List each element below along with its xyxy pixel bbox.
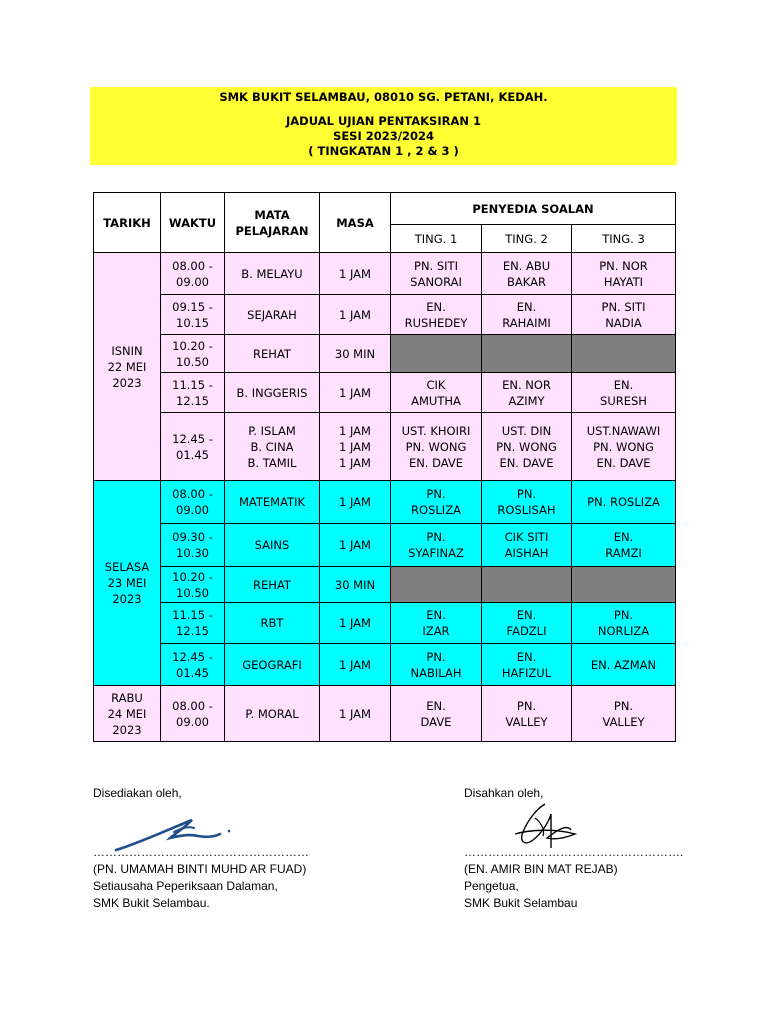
schedule-body <box>94 253 676 742</box>
header-ting-2: TING. 2 <box>482 225 572 253</box>
date-cell-line: 2023 <box>112 375 142 390</box>
break-cell-ting-3 <box>572 335 676 373</box>
break-cell-ting-1 <box>391 567 482 603</box>
setter-ting-3-cell-line: EN. <box>613 530 634 544</box>
table-row <box>94 644 676 686</box>
setter-ting-2-cell-line: RAHAIMI <box>502 315 551 330</box>
duration-cell-line: 30 MIN <box>334 577 376 592</box>
setter-ting-2-cell-line: EN. DAVE <box>499 455 554 470</box>
time-cell-line: 10.20 - <box>172 338 213 353</box>
duration-cell-line: 1 JAM <box>339 616 371 630</box>
setter-ting-3-cell <box>572 413 676 481</box>
date-cell-line: 23 MEI <box>107 576 147 590</box>
break-cell-ting-3 <box>572 567 676 603</box>
duration-cell <box>320 253 391 295</box>
setter-ting-1-cell-line: EN. <box>426 608 446 622</box>
time-cell <box>161 644 225 686</box>
setter-ting-1-cell-line: DAVE <box>420 714 452 729</box>
date-cell-line: 2023 <box>112 722 142 737</box>
header-penyedia-soalan: PENYEDIA SOALAN <box>391 193 676 225</box>
setter-ting-2-cell <box>482 524 572 567</box>
table-row <box>94 481 676 524</box>
header-ting-1: TING. 1 <box>391 225 482 253</box>
setter-ting-3-cell <box>572 253 676 295</box>
subject-cell-line: REHAT <box>253 346 291 361</box>
date-cell-line: 22 MEI <box>107 359 147 374</box>
setter-ting-1-cell-line: ROSLIZA <box>411 503 461 517</box>
duration-cell <box>320 567 391 603</box>
setter-ting-3-cell-line: PN. <box>613 608 634 622</box>
approved-by-label: Disahkan oleh, <box>464 786 544 800</box>
time-cell-line: 08.00 - <box>172 487 213 501</box>
duration-cell <box>320 644 391 686</box>
setter-ting-3-cell-line: VALLEY <box>602 714 645 729</box>
break-cell-ting-1 <box>391 335 482 373</box>
break-cell-ting-2 <box>482 335 572 373</box>
setter-ting-1-cell <box>391 603 482 644</box>
table-row <box>94 567 676 603</box>
setter-ting-2-cell <box>482 686 572 742</box>
subject-cell-line: B. CINA <box>250 439 294 454</box>
header-mata-line: MATA <box>254 207 290 222</box>
table-row <box>94 413 676 481</box>
setter-ting-2-cell <box>482 413 572 481</box>
date-cell-line: ISNIN <box>111 343 143 358</box>
prepared-by-block <box>93 785 182 802</box>
setter-ting-1-cell <box>391 481 482 524</box>
setter-ting-2-cell <box>482 373 572 413</box>
setter-ting-2-cell <box>482 295 572 335</box>
time-cell-line: 10.50 <box>176 585 209 600</box>
setter-ting-3-cell-line: PN. WONG <box>593 439 654 454</box>
table-row <box>94 295 676 335</box>
subject-cell-line: P. ISLAM <box>248 423 296 438</box>
date-cell-line: RABU <box>111 690 143 705</box>
date-cell-line: 2023 <box>112 592 142 606</box>
prepared-by-dots: ……………………………………………… <box>93 845 309 859</box>
setter-ting-2-cell-line: PN. <box>516 698 537 713</box>
time-cell-line: 09.00 <box>176 274 209 289</box>
setter-ting-2-cell-line: EN. ABU <box>502 258 551 273</box>
setter-ting-2-cell-line: BAKAR <box>507 274 546 289</box>
duration-cell-line: 1 JAM <box>339 439 371 454</box>
time-cell <box>161 524 225 567</box>
setter-ting-2-cell-line: VALLEY <box>505 714 548 729</box>
setter-ting-3-cell <box>572 603 676 644</box>
setter-ting-1-cell-line: PN. <box>426 530 446 544</box>
setter-ting-2-cell <box>482 644 572 686</box>
subject-cell-line: B. TAMIL <box>247 455 297 470</box>
setter-ting-1-cell-line: NABILAH <box>410 665 462 680</box>
setter-ting-1-cell-line: SYAFINAZ <box>408 546 464 560</box>
session-label: SESI 2023/2024 <box>333 129 434 143</box>
subject-cell-line: REHAT <box>253 577 291 592</box>
prepared-by-details <box>93 844 309 912</box>
header-masa: MASA <box>320 193 391 253</box>
setter-ting-1-cell-line: PN. <box>426 649 446 664</box>
subject-cell-line: SAINS <box>254 538 290 552</box>
exam-title: JADUAL UJIAN PENTAKSIRAN 1 <box>286 114 481 128</box>
setter-ting-2-cell-line: AZIMY <box>508 393 545 408</box>
time-cell-line: 01.45 <box>176 447 209 462</box>
setter-ting-2-cell-line: CIK SITI <box>504 530 549 544</box>
setter-ting-3-cell-line: EN. DAVE <box>596 455 651 470</box>
duration-cell <box>320 481 391 524</box>
setter-ting-1-cell <box>391 644 482 686</box>
setter-ting-3-cell-line: NADIA <box>605 315 642 330</box>
time-cell <box>161 481 225 524</box>
duration-cell-line: 1 JAM <box>339 307 371 322</box>
header-tarikh: TARIKH <box>94 193 161 253</box>
prepared-by-role: Setiausaha Peperiksaan Dalaman, <box>93 879 278 893</box>
time-cell-line: 09.00 <box>176 714 209 729</box>
setter-ting-3-cell-line: PN. <box>613 698 634 713</box>
subject-cell <box>225 524 320 567</box>
duration-cell <box>320 295 391 335</box>
setter-ting-2-cell <box>482 481 572 524</box>
time-cell-line: 12.45 - <box>172 649 213 664</box>
setter-ting-2-cell-line: FADZLI <box>506 624 547 638</box>
setter-ting-2-cell-line: EN. <box>516 649 537 664</box>
setter-ting-3-cell-line: PN. SITI <box>601 299 646 314</box>
time-cell-line: 09.30 - <box>172 530 213 544</box>
table-row <box>94 335 676 373</box>
setter-ting-1-cell <box>391 373 482 413</box>
subject-cell-line: B. INGGERIS <box>236 385 308 400</box>
setter-ting-2-cell <box>482 253 572 295</box>
time-cell <box>161 603 225 644</box>
subject-cell <box>225 567 320 603</box>
exam-schedule-table <box>93 192 676 742</box>
setter-ting-3-cell <box>572 481 676 524</box>
duration-cell <box>320 373 391 413</box>
approved-by-name: (EN. AMIR BIN MAT REJAB) <box>464 862 618 876</box>
setter-ting-1-cell-line: EN. <box>426 698 446 713</box>
prepared-by-label: Disediakan oleh, <box>93 786 182 800</box>
subject-cell <box>225 603 320 644</box>
time-cell <box>161 295 225 335</box>
setter-ting-1-cell <box>391 253 482 295</box>
duration-cell <box>320 413 391 481</box>
break-cell-ting-2 <box>482 567 572 603</box>
setter-ting-3-cell <box>572 686 676 742</box>
duration-cell-line: 1 JAM <box>339 538 371 552</box>
subject-cell <box>225 686 320 742</box>
setter-ting-3-cell <box>572 644 676 686</box>
setter-ting-1-cell-line: PN. WONG <box>405 439 467 454</box>
table-row <box>94 603 676 644</box>
subject-cell-line: SEJARAH <box>247 307 297 322</box>
school-name: SMK BUKIT SELAMBAU, 08010 SG. PETANI, KEDAH. <box>219 90 548 104</box>
setter-ting-1-cell-line: UST. KHOIRI <box>401 423 471 438</box>
subject-cell-line: B. MELAYU <box>241 266 303 281</box>
prepared-by-org: SMK Bukit Selambau. <box>93 896 210 910</box>
time-cell-line: 09.00 <box>176 503 209 517</box>
date-cell <box>94 481 161 686</box>
setter-ting-3-cell-line: HAYATI <box>603 274 644 289</box>
prepared-by-name: (PN. UMAMAH BINTI MUHD AR FUAD) <box>93 862 307 876</box>
duration-cell-line: 1 JAM <box>339 266 371 281</box>
levels-label: ( TINGKATAN 1 , 2 & 3 ) <box>308 144 459 158</box>
setter-ting-1-cell-line: IZAR <box>422 624 450 638</box>
time-cell-line: 10.20 - <box>172 569 213 584</box>
time-cell-line: 08.00 - <box>172 258 213 273</box>
duration-cell <box>320 524 391 567</box>
setter-ting-3-cell-line: EN. AZMAN <box>590 657 657 672</box>
date-cell <box>94 686 161 742</box>
time-cell-line: 10.30 <box>176 546 209 560</box>
time-cell-line: 10.15 <box>176 315 209 330</box>
time-cell-line: 12.15 <box>176 624 209 638</box>
subject-cell <box>225 413 320 481</box>
setter-ting-1-cell-line: EN. DAVE <box>408 455 464 470</box>
date-cell-line: 24 MEI <box>107 706 147 721</box>
setter-ting-2-cell <box>482 603 572 644</box>
duration-cell-line: 1 JAM <box>339 385 371 400</box>
setter-ting-3-cell-line: EN. <box>613 377 634 392</box>
setter-ting-1-cell-line: CIK <box>426 377 446 392</box>
subject-cell <box>225 335 320 373</box>
setter-ting-2-cell-line: EN. NOR <box>502 377 551 392</box>
table-row <box>94 686 676 742</box>
approved-by-role: Pengetua, <box>464 879 519 893</box>
setter-ting-2-cell-line: HAFIZUL <box>501 665 552 680</box>
time-cell-line: 12.45 - <box>172 431 213 446</box>
setter-ting-3-cell-line: PN. NOR <box>599 258 648 273</box>
time-cell <box>161 567 225 603</box>
setter-ting-1-cell <box>391 524 482 567</box>
setter-ting-1-cell <box>391 686 482 742</box>
duration-cell-line: 1 JAM <box>339 455 371 470</box>
duration-cell-line: 1 JAM <box>339 657 371 672</box>
table-row <box>94 524 676 567</box>
setter-ting-3-cell-line: PN. ROSLIZA <box>587 495 660 509</box>
setter-ting-3-cell <box>572 295 676 335</box>
header-ting-3: TING. 3 <box>572 225 676 253</box>
time-cell <box>161 335 225 373</box>
setter-ting-1-cell <box>391 295 482 335</box>
subject-cell-line: GEOGRAFI <box>242 657 302 672</box>
subject-cell-line: MATEMATIK <box>238 495 306 509</box>
duration-cell-line: 30 MIN <box>334 346 376 361</box>
setter-ting-3-cell-line: UST.NAWAWI <box>586 423 661 438</box>
time-cell-line: 11.15 - <box>172 608 213 622</box>
subject-cell <box>225 253 320 295</box>
setter-ting-3-cell <box>572 373 676 413</box>
setter-ting-1-cell-line: SANORAI <box>410 274 462 289</box>
setter-ting-3-cell-line: SURESH <box>600 393 647 408</box>
time-cell-line: 11.15 - <box>172 377 213 392</box>
duration-cell-line: 1 JAM <box>339 706 371 721</box>
setter-ting-1-cell-line: PN. SITI <box>414 258 458 273</box>
setter-ting-3-cell-line: NORLIZA <box>597 624 650 638</box>
date-cell-line: SELASA <box>104 560 150 574</box>
subject-cell <box>225 373 320 413</box>
time-cell <box>161 373 225 413</box>
setter-ting-2-cell-line: EN. <box>516 299 537 314</box>
setter-ting-1-cell-line: AMUTHA <box>411 393 461 408</box>
subject-cell-line: P. MORAL <box>245 706 299 721</box>
duration-cell-line: 1 JAM <box>339 495 371 509</box>
header-banner <box>90 87 677 165</box>
subject-cell <box>225 295 320 335</box>
setter-ting-3-cell-line: RAMZI <box>605 546 642 560</box>
duration-cell <box>320 335 391 373</box>
time-cell-line: 12.15 <box>176 393 209 408</box>
time-cell <box>161 413 225 481</box>
time-cell-line: 01.45 <box>176 665 209 680</box>
setter-ting-2-cell-line: PN. WONG <box>496 439 557 454</box>
setter-ting-2-cell-line: UST. DIN <box>501 423 552 438</box>
subject-cell <box>225 644 320 686</box>
setter-ting-2-cell-line: EN. <box>516 608 537 622</box>
approved-by-details <box>464 844 683 912</box>
setter-ting-1-cell <box>391 413 482 481</box>
duration-cell <box>320 603 391 644</box>
approved-by-dots: ………………………………………………. <box>464 845 684 859</box>
header-pelajaran-line: PELAJARAN <box>235 223 309 238</box>
header-waktu: WAKTU <box>161 193 225 253</box>
time-cell-line: 10.50 <box>176 354 209 369</box>
setter-ting-2-cell-line: PN. <box>516 487 537 501</box>
setter-ting-2-cell-line: AISHAH <box>504 546 549 560</box>
time-cell-line: 08.00 - <box>172 698 213 713</box>
time-cell <box>161 686 225 742</box>
date-cell <box>94 253 161 481</box>
setter-ting-1-cell-line: EN. <box>426 299 446 314</box>
duration-cell-line: 1 JAM <box>339 423 371 438</box>
duration-cell <box>320 686 391 742</box>
table-row <box>94 373 676 413</box>
subject-cell-line: RBT <box>260 616 284 630</box>
setter-ting-1-cell-line: PN. <box>426 487 446 501</box>
time-cell-line: 09.15 - <box>172 299 213 314</box>
subject-cell <box>225 481 320 524</box>
approved-by-org: SMK Bukit Selambau <box>464 896 578 910</box>
table-row <box>94 253 676 295</box>
setter-ting-3-cell <box>572 524 676 567</box>
setter-ting-1-cell-line: RUSHEDEY <box>404 315 468 330</box>
setter-ting-2-cell-line: ROSLISAH <box>497 503 556 517</box>
time-cell <box>161 253 225 295</box>
header-mata-pelajaran <box>225 193 320 253</box>
